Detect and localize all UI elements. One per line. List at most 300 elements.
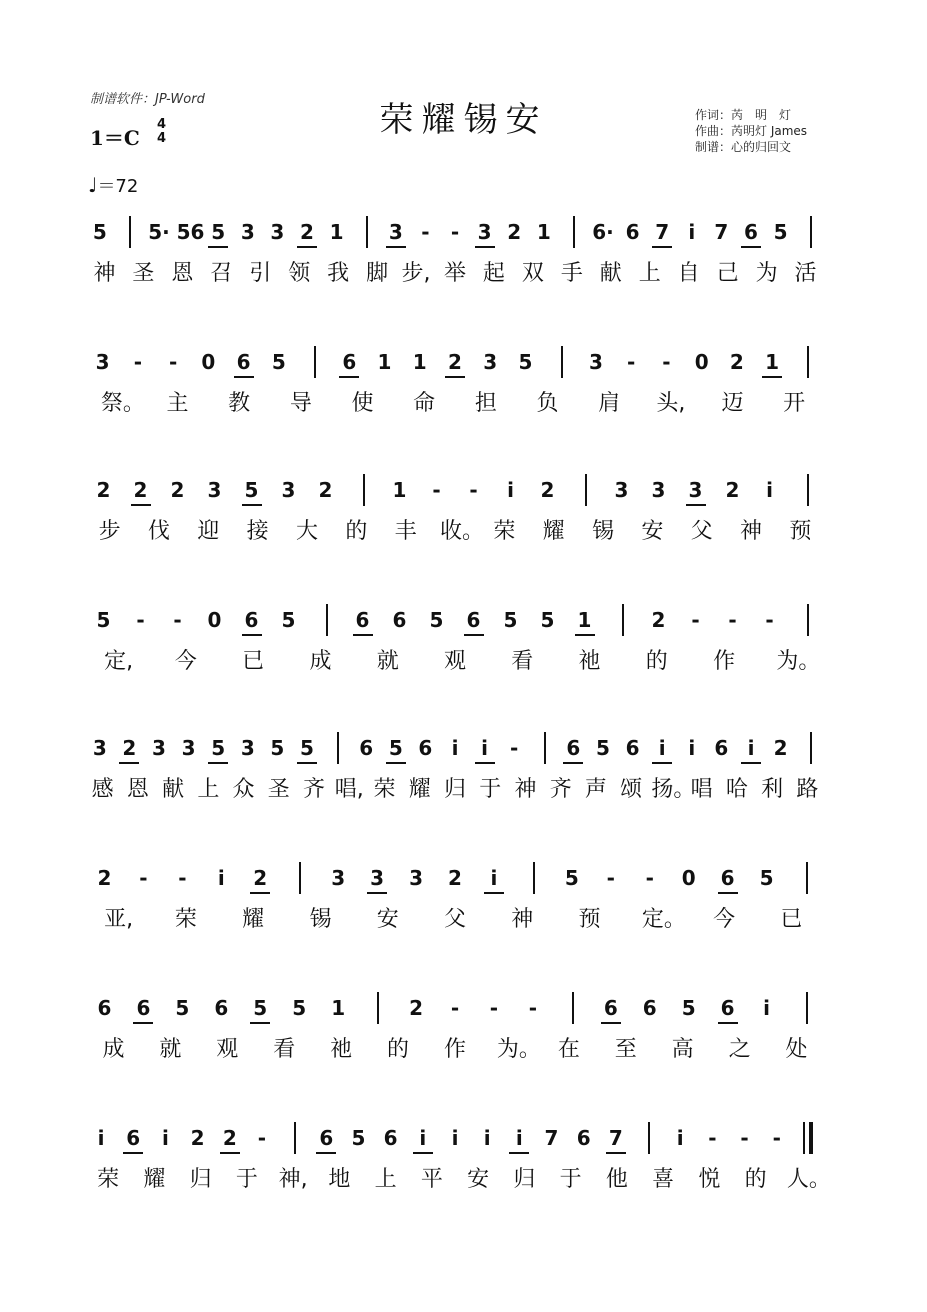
note: 2: [97, 866, 112, 890]
note: 2: [773, 736, 788, 760]
lyric-syllable: 导: [289, 391, 312, 416]
note: 1: [765, 350, 780, 374]
note: 3: [95, 350, 110, 374]
note: 5: [300, 736, 314, 760]
lyric-syllable: 荣: [373, 777, 396, 802]
lyric-syllable: 耀: [143, 1167, 166, 1192]
barline: [533, 862, 535, 894]
note: 3: [688, 478, 703, 502]
lyric-syllable: 己: [716, 261, 739, 286]
barline: [377, 992, 379, 1024]
time-signature: [157, 118, 166, 146]
note: 3: [240, 736, 255, 760]
note: 6: [625, 220, 640, 244]
beam-underline: [606, 1152, 626, 1154]
note: i: [161, 1126, 169, 1150]
note: i: [451, 736, 459, 760]
hold-dash: -: [627, 350, 636, 374]
lyric-syllable: 哈: [725, 777, 748, 802]
lyrics-line: [85, 1162, 845, 1192]
hold-dash: -: [469, 478, 478, 502]
note: i: [97, 1126, 105, 1150]
barline: [803, 1122, 805, 1154]
beam-underline: [339, 376, 359, 378]
note: 3: [181, 736, 196, 760]
note: 3: [152, 736, 166, 760]
lyric-syllable: 作: [713, 649, 736, 674]
lyric-syllable: 唱: [690, 777, 713, 802]
time-bottom: 4: [157, 131, 167, 146]
note: i: [763, 996, 770, 1020]
note: 5: [540, 608, 555, 632]
lyric-syllable: 悦: [698, 1167, 721, 1192]
hold-dash: -: [450, 220, 460, 244]
lyric-syllable: 锡: [591, 519, 614, 544]
lyric-syllable: 为: [755, 261, 778, 286]
note: 2: [122, 736, 137, 760]
note: 5: [388, 736, 403, 760]
note: 7: [544, 1126, 559, 1150]
hold-dash: -: [606, 866, 615, 890]
note: 7: [655, 220, 670, 244]
composer: 作曲：芮明灯 James: [695, 124, 808, 138]
lyric-syllable: 路: [796, 777, 819, 802]
lyric-syllable: 于: [559, 1167, 582, 1192]
lyric-syllable: 感: [91, 777, 114, 802]
beam-underline: [234, 376, 254, 378]
note: 5: [292, 996, 307, 1020]
barline: [810, 216, 812, 248]
lyric-syllable: 喜: [652, 1167, 675, 1192]
lyric-syllable: 神: [93, 261, 116, 286]
lyrics-line: [85, 902, 845, 932]
note: 1: [329, 220, 344, 244]
note: 5: [281, 608, 296, 632]
barline: [572, 992, 574, 1024]
lyric-syllable: 耀: [408, 777, 431, 802]
note: 5: [96, 608, 111, 632]
barline: [561, 346, 563, 378]
lyric-syllable: 处: [785, 1037, 808, 1062]
beam-underline: [353, 634, 373, 636]
hold-dash: -: [691, 608, 700, 632]
note: 6: [136, 996, 151, 1020]
beam-underline: [316, 1152, 336, 1154]
hold-dash: -: [708, 1126, 717, 1150]
lyric-syllable: 定。: [641, 907, 686, 932]
barline: [622, 604, 624, 636]
hold-dash: -: [765, 608, 774, 632]
hold-dash: -: [489, 996, 499, 1020]
hold-dash: -: [168, 350, 178, 374]
hold-dash: -: [728, 608, 737, 632]
tempo-marking: [88, 172, 138, 198]
note: 2: [448, 350, 462, 374]
lyric-syllable: 就: [159, 1037, 182, 1062]
beam-underline: [464, 634, 484, 636]
note: 3: [270, 220, 285, 244]
lyric-syllable: 命: [413, 391, 436, 416]
lyric-syllable: 举: [443, 261, 466, 286]
notation-line: [85, 858, 845, 898]
lyric-syllable: 荣: [174, 907, 197, 932]
note: 3: [240, 220, 255, 244]
note: 6: [714, 736, 729, 760]
note: 1: [392, 478, 407, 502]
note: 1: [377, 350, 392, 374]
barline: [807, 474, 809, 506]
lyric-syllable: 献: [599, 261, 622, 286]
lyric-syllable: 伐: [147, 519, 170, 544]
note: 6: [576, 1126, 591, 1150]
note: 2: [507, 220, 522, 244]
note: 2: [318, 478, 333, 502]
note: 1: [577, 608, 592, 632]
note: i: [451, 1126, 459, 1150]
lyric-syllable: 头,: [656, 391, 686, 416]
lyric-syllable: 脚: [366, 261, 389, 286]
note: 2: [729, 350, 744, 374]
beam-underline: [250, 1022, 270, 1024]
barline: [299, 862, 301, 894]
credits: [695, 107, 807, 155]
lyric-syllable: 神: [739, 519, 762, 544]
lyric-syllable: 使: [351, 391, 374, 416]
lyric-syllable: 地: [328, 1167, 351, 1192]
lyric-syllable: 我: [327, 261, 350, 286]
lyric-syllable: 安: [376, 907, 399, 932]
barline: [807, 604, 809, 636]
beam-underline: [652, 246, 672, 248]
beam-underline: [242, 504, 262, 506]
beam-underline: [475, 246, 495, 248]
note: 5·: [148, 220, 170, 244]
barline: [648, 1122, 650, 1154]
note: i: [766, 478, 773, 502]
lyric-syllable: 手: [560, 261, 583, 286]
lyric-syllable: 为。: [496, 1037, 541, 1062]
hold-dash: -: [510, 736, 519, 760]
note: i: [676, 1126, 684, 1150]
note: 6: [126, 1126, 141, 1150]
lyric-syllable: 为。: [776, 649, 821, 674]
lyric-syllable: 安: [641, 519, 664, 544]
lyric-syllable: 在: [557, 1037, 580, 1062]
hold-dash: -: [133, 350, 142, 374]
hold-dash: -: [450, 996, 460, 1020]
note: 3: [651, 478, 666, 502]
lyric-syllable: 锡: [309, 907, 332, 932]
note: 2: [540, 478, 555, 502]
note: 0: [207, 608, 222, 632]
lyric-syllable: 的: [345, 519, 368, 544]
note: 6: [355, 608, 370, 632]
note: 6: [244, 608, 259, 632]
lyric-syllable: 成: [309, 649, 332, 674]
lyric-syllable: 今: [713, 907, 736, 932]
note: 6: [720, 866, 735, 890]
note: 3: [614, 478, 629, 502]
beam-underline: [575, 634, 595, 636]
barline: [337, 732, 339, 764]
note: 0: [681, 866, 696, 890]
lyrics-line: [85, 256, 845, 286]
key-signature: 1＝C: [90, 126, 140, 150]
note: 3: [477, 220, 492, 244]
note: i: [490, 866, 498, 890]
barline: [807, 346, 809, 378]
lyric-syllable: 定,: [104, 649, 134, 674]
note: i: [688, 736, 696, 760]
note: 6·: [592, 220, 614, 244]
lyric-syllable: 安: [467, 1167, 490, 1192]
note: i: [688, 220, 696, 244]
lyric-syllable: 观: [216, 1037, 239, 1062]
hold-dash: -: [662, 350, 671, 374]
lyric-syllable: 预: [789, 519, 812, 544]
lyric-syllable: 丰: [394, 519, 417, 544]
note: 1: [412, 350, 427, 374]
note: 0: [694, 350, 709, 374]
beam-underline: [741, 762, 761, 764]
lyric-syllable: 祂: [330, 1037, 353, 1062]
lyricist: 作词：芮 明 灯: [695, 108, 792, 122]
lyric-syllable: 看: [511, 649, 534, 674]
lyric-syllable: 耀: [242, 907, 265, 932]
note: 5: [253, 996, 268, 1020]
lyric-syllable: 担: [474, 391, 497, 416]
beam-underline: [297, 246, 317, 248]
hold-dash: -: [173, 608, 182, 632]
note: 2: [222, 1126, 237, 1150]
lyrics-line: [85, 644, 845, 674]
note: i: [217, 866, 225, 890]
hold-dash: -: [421, 220, 430, 244]
beam-underline: [242, 634, 262, 636]
lyric-syllable: 唱,: [334, 777, 364, 802]
hold-dash: -: [178, 866, 187, 890]
lyric-syllable: 迎: [197, 519, 220, 544]
software-credit: 制谱软件：JP-Word: [90, 92, 205, 107]
note: 5: [429, 608, 444, 632]
note: 3: [388, 220, 403, 244]
note: 5: [503, 608, 518, 632]
beam-underline: [119, 762, 139, 764]
lyrics-line: [85, 514, 845, 544]
lyric-syllable: 扬。: [651, 777, 696, 802]
beam-underline: [208, 762, 228, 764]
lyric-syllable: 祭。: [100, 391, 145, 416]
note: 6: [625, 736, 640, 760]
note: 5: [351, 1126, 366, 1150]
beam-underline: [133, 1022, 153, 1024]
lyric-syllable: 观: [443, 649, 466, 674]
lyric-syllable: 神,: [278, 1167, 308, 1192]
lyric-syllable: 接: [246, 519, 269, 544]
tempo-value: ＝72: [97, 176, 139, 197]
note: 5: [271, 350, 286, 374]
note: 5: [244, 478, 259, 502]
beam-underline: [297, 762, 317, 764]
beam-underline: [367, 892, 387, 894]
lyric-syllable: 恩: [171, 261, 194, 286]
lyric-syllable: 恩: [126, 777, 149, 802]
barline: [585, 474, 587, 506]
lyric-syllable: 声: [584, 777, 607, 802]
notation-line: [85, 728, 845, 768]
lyric-syllable: 颂: [620, 777, 643, 802]
quarter-note-icon: ♩: [88, 173, 98, 197]
note: 2: [300, 220, 314, 244]
lyric-syllable: 开: [783, 391, 806, 416]
note: 6: [603, 996, 618, 1020]
hold-dash: -: [257, 1126, 267, 1150]
lyric-syllable: 齐: [549, 777, 572, 802]
note: 6: [236, 350, 251, 374]
note: 6: [97, 996, 112, 1020]
beam-underline: [250, 892, 270, 894]
notation-line: [85, 212, 845, 252]
barline: [129, 216, 131, 248]
lyric-syllable: 的: [645, 649, 668, 674]
note: 5: [596, 736, 610, 760]
beam-underline: [718, 1022, 738, 1024]
beam-underline: [445, 376, 465, 378]
lyric-syllable: 就: [376, 649, 399, 674]
lyric-syllable: 看: [273, 1037, 296, 1062]
beam-underline: [413, 1152, 433, 1154]
note: i: [507, 478, 514, 502]
note: 6: [566, 736, 581, 760]
lyric-syllable: 神: [511, 907, 534, 932]
lyric-syllable: 的: [387, 1037, 410, 1062]
note: 56: [176, 220, 205, 244]
lyric-syllable: 迈: [721, 391, 744, 416]
lyric-syllable: 人。: [786, 1167, 831, 1192]
note: 2: [448, 866, 462, 890]
note: 6: [642, 996, 657, 1020]
lyric-syllable: 圣: [267, 777, 290, 802]
lyric-syllable: 领: [288, 261, 311, 286]
lyric-syllable: 荣: [493, 519, 516, 544]
lyric-syllable: 他: [605, 1167, 628, 1192]
notation-line: [85, 988, 845, 1028]
lyric-syllable: 上: [374, 1167, 397, 1192]
note: i: [483, 1126, 491, 1150]
barline: [810, 732, 812, 764]
barline: [806, 862, 808, 894]
note: 6: [392, 608, 407, 632]
lyric-syllable: 肩: [598, 391, 621, 416]
time-top: 4: [157, 117, 167, 132]
beam-underline: [601, 1022, 621, 1024]
note: 3: [331, 866, 346, 890]
note: 5: [175, 996, 190, 1020]
hold-dash: -: [139, 866, 148, 890]
lyric-syllable: 大: [295, 519, 318, 544]
hold-dash: -: [136, 608, 145, 632]
lyric-syllable: 步,: [401, 261, 431, 286]
beam-underline: [208, 246, 228, 248]
lyric-syllable: 神: [514, 777, 537, 802]
lyric-syllable: 引: [249, 261, 272, 286]
notation-line: [85, 1118, 845, 1158]
beam-underline: [386, 762, 406, 764]
lyric-syllable: 活: [794, 261, 817, 286]
note: 6: [319, 1126, 334, 1150]
barline: [326, 604, 328, 636]
lyric-syllable: 圣: [132, 261, 155, 286]
lyric-syllable: 众: [232, 777, 255, 802]
lyric-syllable: 步: [98, 519, 121, 544]
note: 5: [681, 996, 696, 1020]
lyric-syllable: 主: [166, 391, 189, 416]
note: i: [747, 736, 755, 760]
note: 5: [211, 736, 226, 760]
song-title: 荣耀锡安: [379, 100, 548, 140]
barline: [544, 732, 546, 764]
beam-underline: [386, 246, 406, 248]
note: i: [515, 1126, 523, 1150]
lyric-syllable: 已: [242, 649, 265, 674]
lyric-syllable: 父: [443, 907, 466, 932]
note: 5: [92, 220, 107, 244]
beam-underline: [652, 762, 672, 764]
lyric-syllable: 归: [513, 1167, 536, 1192]
note: 6: [359, 736, 374, 760]
lyric-syllable: 的: [744, 1167, 767, 1192]
note: 3: [281, 478, 296, 502]
hold-dash: -: [740, 1126, 749, 1150]
beam-underline: [762, 376, 782, 378]
note: 5: [211, 220, 226, 244]
note: 7: [608, 1126, 623, 1150]
note: i: [658, 736, 666, 760]
note: 3: [370, 866, 385, 890]
lyrics-line: [85, 772, 845, 802]
arranger: 制谱：心的归回文: [695, 140, 792, 154]
lyric-syllable: 至: [614, 1037, 637, 1062]
lyrics-line: [85, 386, 845, 416]
note: i: [481, 736, 489, 760]
lyric-syllable: 上: [638, 261, 661, 286]
lyric-syllable: 教: [228, 391, 251, 416]
lyric-syllable: 之: [728, 1037, 751, 1062]
hold-dash: -: [645, 866, 654, 890]
notation-line: [85, 470, 845, 510]
lyric-syllable: 成: [102, 1037, 125, 1062]
lyric-syllable: 起: [482, 261, 505, 286]
lyric-syllable: 上: [197, 777, 220, 802]
lyric-syllable: 父: [690, 519, 713, 544]
lyric-syllable: 于: [235, 1167, 258, 1192]
note: 2: [133, 478, 148, 502]
beam-underline: [509, 1152, 529, 1154]
beam-underline: [475, 762, 495, 764]
lyric-syllable: 平: [420, 1167, 443, 1192]
note: 6: [720, 996, 735, 1020]
note: 2: [651, 608, 666, 632]
lyric-syllable: 齐: [303, 777, 326, 802]
note: 5: [564, 866, 579, 890]
lyric-syllable: 归: [443, 777, 466, 802]
barline: [573, 216, 575, 248]
note: 2: [170, 478, 185, 502]
note: 5: [773, 220, 788, 244]
note: 6: [744, 220, 758, 244]
hold-dash: -: [432, 478, 441, 502]
note: 2: [190, 1126, 205, 1150]
